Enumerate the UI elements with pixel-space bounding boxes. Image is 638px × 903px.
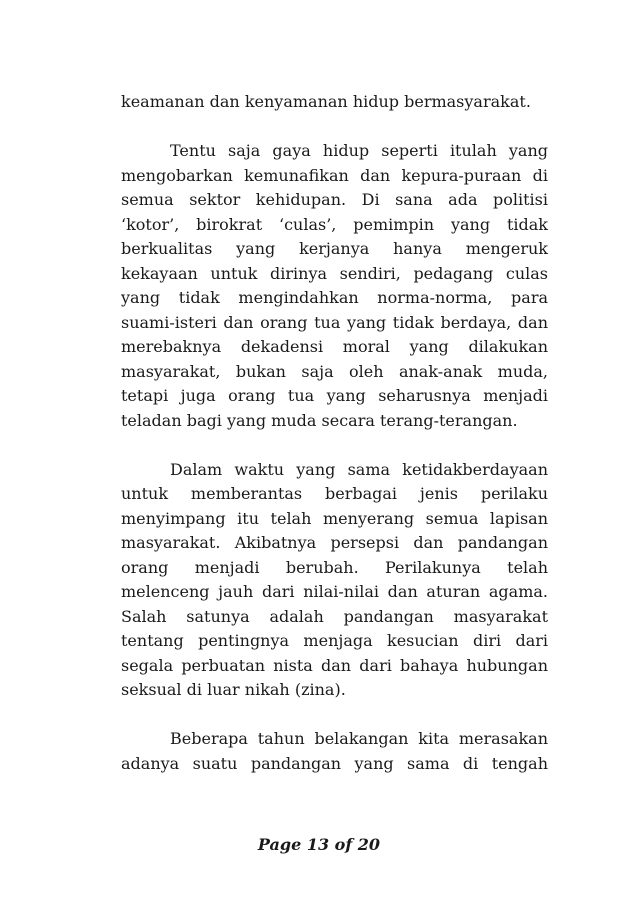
paragraph: Beberapa tahun belakangan kita merasakan adanya suatu pandangan yang sama di tengah [121,729,548,773]
page-number: Page 13 of 20 [257,835,381,854]
paragraph-continuation: keamanan dan kenyamanan hidup bermasyarakat. [121,92,531,111]
body-text [121,90,548,776]
paragraph: Dalam waktu yang sama ketidakberdayaan untuk memberantas berbagai jenis perilaku menyimpang itu telah menyerang semua lapisan masyarakat. Akibatnya persepsi dan pandangan orang menjadi berubah. Perilakunya telah melenceng jauh dari nilai-nilai dan aturan agama. Salah satunya adalah pandangan masyarakat tentang pentingnya menjaga kesucian diri dari segala perbuatan nista dan dari bahaya hubungan seksual di luar nikah (zina). [121,459,548,699]
paragraph: Tentu saja gaya hidup seperti itulah yang mengobarkan kemunafikan dan kepura-puraan di semua sektor kehidupan. Di sana ada politisi ‘kotor’, birokrat ‘culas’, pemimpin yang tidak berkualitas yang kerjanya hanya mengeruk kekayaan untuk dirinya sendiri, pedagang culas yang tidak mengindahkan norma-norma, para suami-isteri dan orang tua yang tidak berdaya, dan merebaknya dekadensi moral yang dilakukan masyarakat, bukan saja oleh anak-anak muda, tetapi juga orang tua yang seharusnya menjadi teladan bagi yang muda secara terang-terangan. [121,141,548,430]
